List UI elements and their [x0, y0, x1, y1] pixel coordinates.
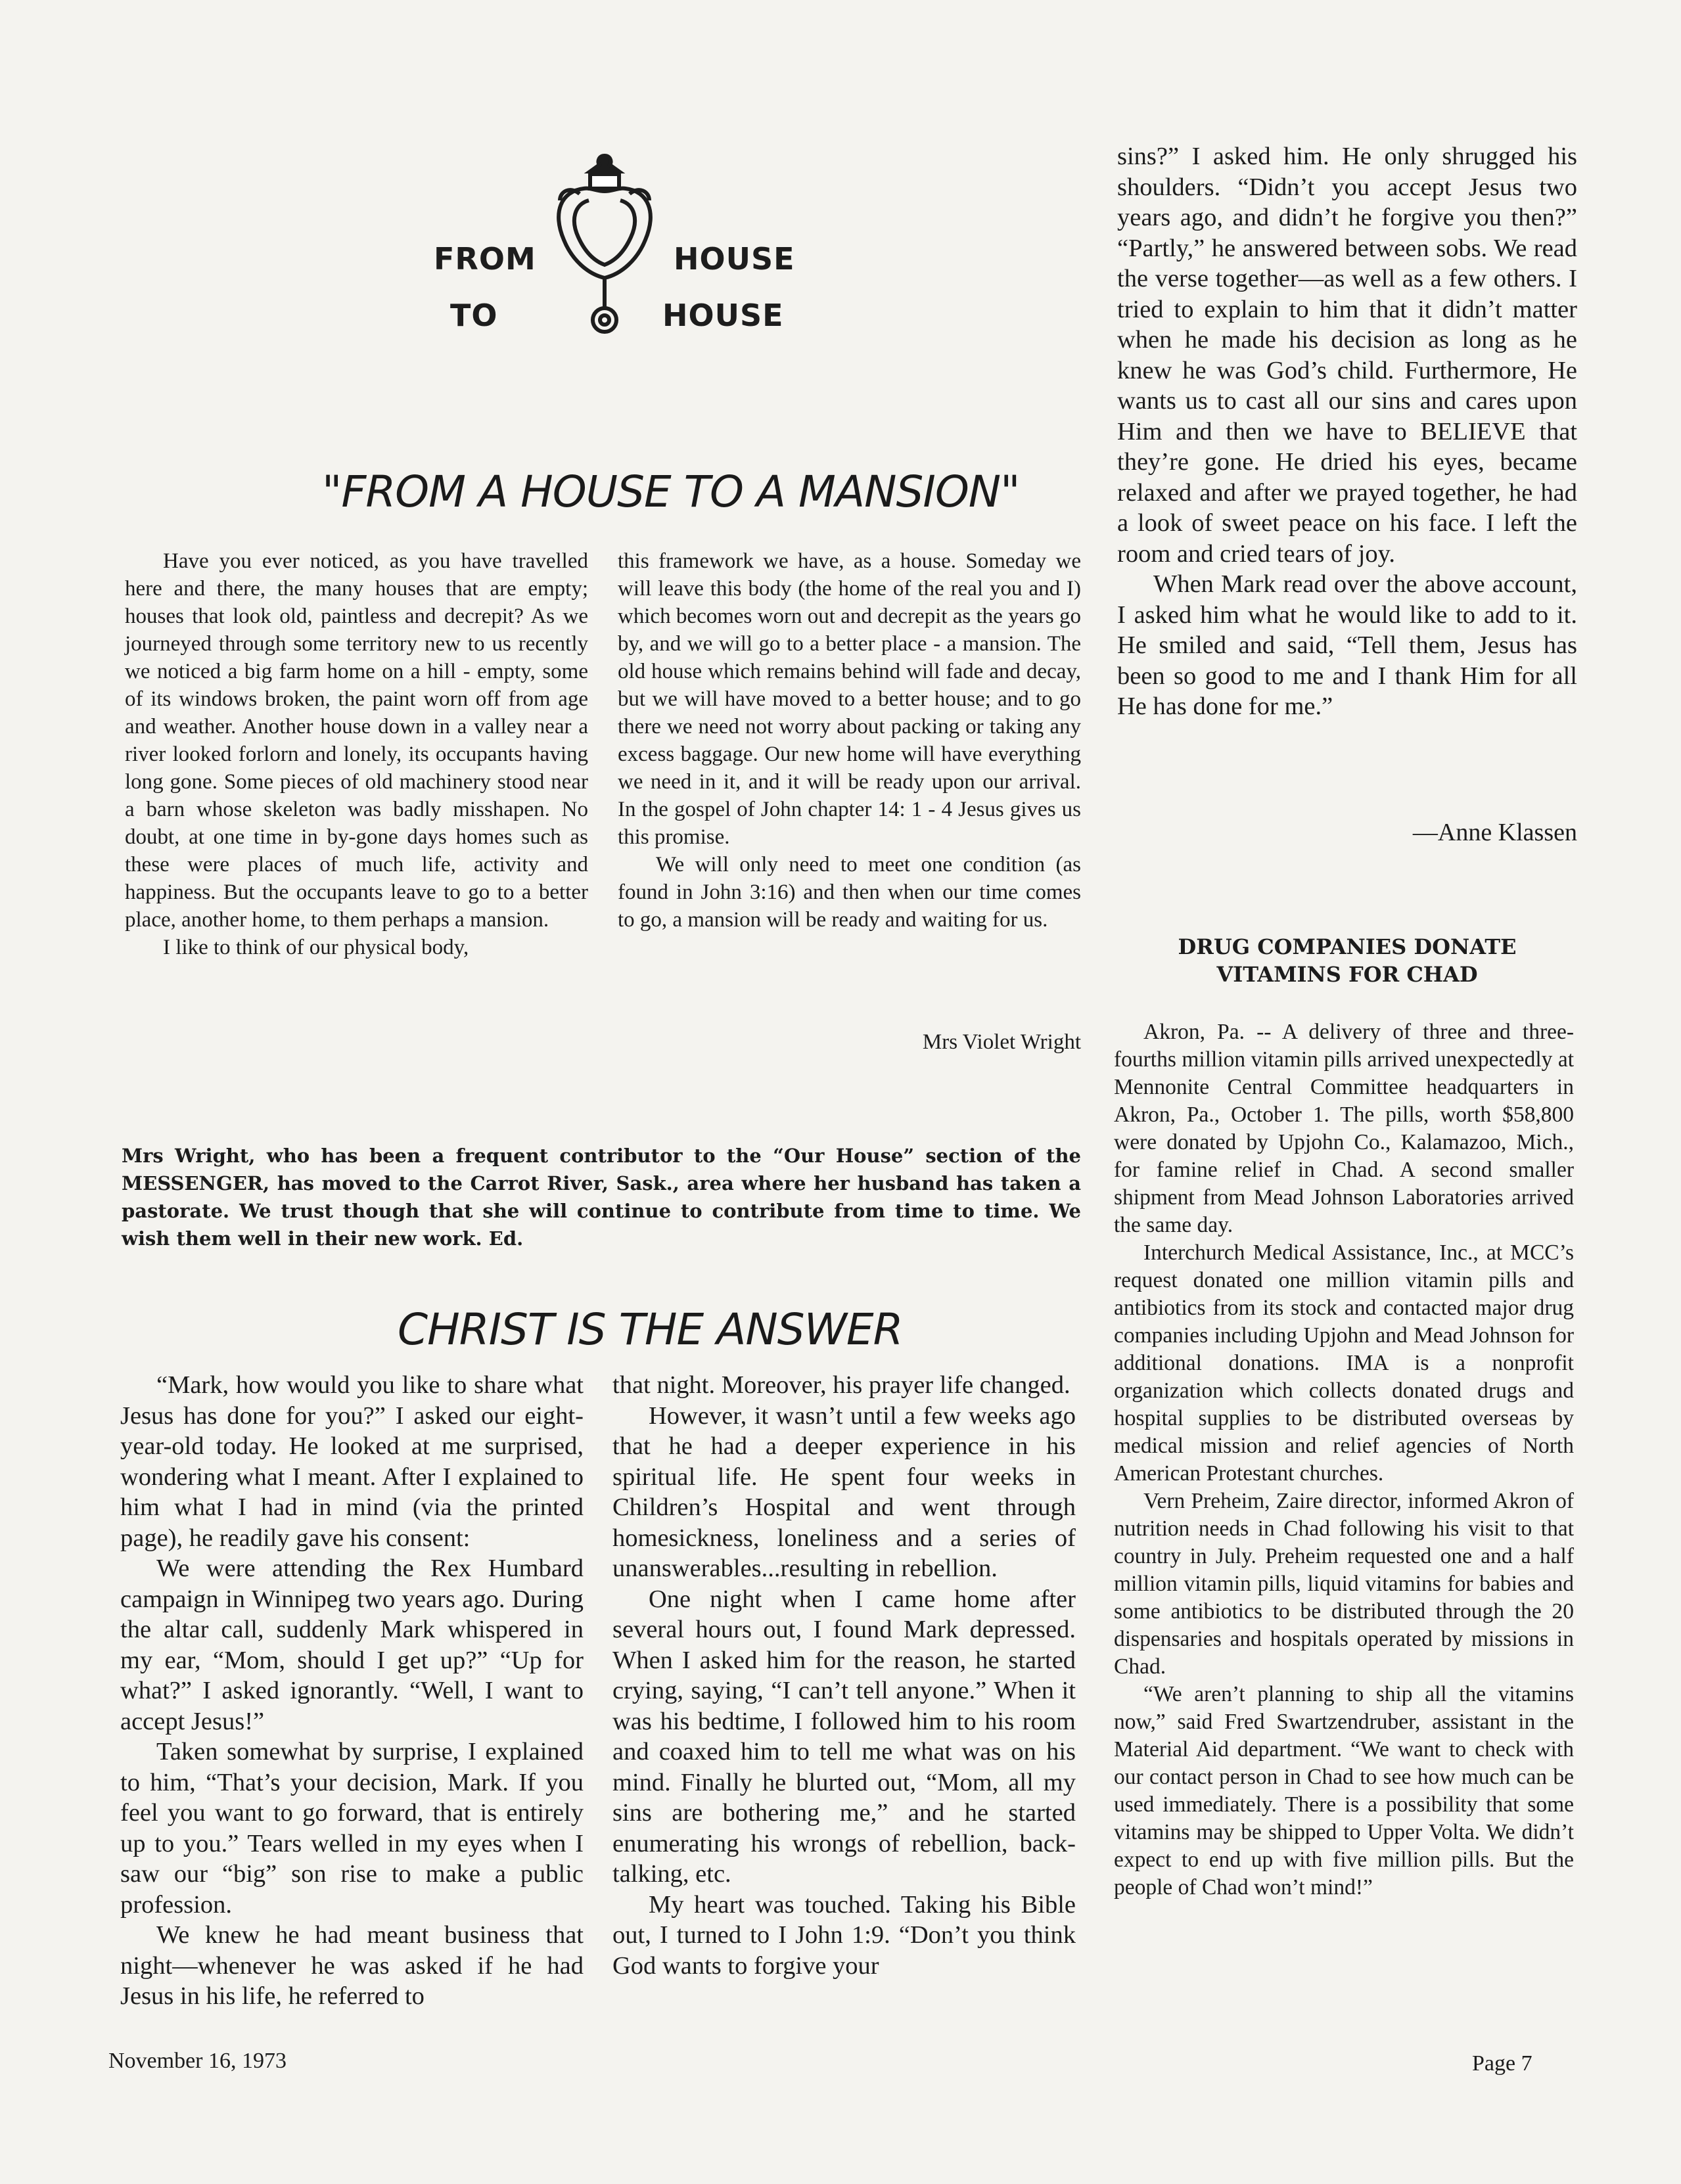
paragraph: Taken somewhat by surprise, I explained to him, “That’s your decision, Mark. If you feel you want to go forward, that is entirely up to you.” Tears welled in my eyes when I saw our “big” son rise to make a public profession. [120, 1738, 584, 1919]
paragraph: We were attending the Rex Humbard campaign in Winnipeg two years ago. During the altar call, suddenly Mark whispered in my ear, “Mom, should I get up?” “Up for what?” I asked ignorantly. “Well, I want to accept Jesus!” [120, 1555, 584, 1735]
editor-note: Mrs Wright, who has been a frequent contributor to the “Our House” section of the MESSENGER, has moved to the Carrot River, Sask., area where her husband has taken a pastorate. We trust though that she will continue to contribute from time to time. We wish them well in their new work. Ed. [122, 1145, 1081, 1250]
article2-column-1 [120, 1370, 584, 2012]
paragraph: I like to think of our physical body, [163, 936, 469, 959]
paragraph: Vern Preheim, Zaire director, informed Akron of nutrition needs in Chad following his visit to that country in July. Preheim requested one and a half million vitamin pills, liquid vitamins for babies and some antibiotics to be distributed through the 20 dispensaries and hospitals operated by missions in Chad. [1114, 1489, 1574, 1679]
footer-date: November 16, 1973 [108, 2049, 287, 2073]
article2-column-3 [1117, 141, 1577, 722]
door-knocker-icon [545, 148, 664, 384]
article3-headline [1117, 933, 1577, 988]
footer-page-number: Page 7 [1472, 2051, 1532, 2076]
from-our-house-logo [368, 148, 828, 384]
article3-body [1114, 1018, 1574, 1901]
logo-word-house-1: HOUSE [674, 241, 795, 277]
article2-column-2 [612, 1370, 1076, 1981]
article-title-house-to-mansion: "FROM A HOUSE TO A MANSION" [322, 466, 1020, 517]
paragraph: My heart was touched. Taking his Bible out, I turned to I John 1:9. “Don’t you think God wants to forgive your [612, 1890, 1076, 1980]
signature-violet-wright: Mrs Violet Wright [922, 1030, 1081, 1054]
paragraph: that night. Moreover, his prayer life changed. [612, 1371, 1071, 1399]
paragraph: “Mark, how would you like to share what Jesus has done for you?” I asked our eight-year-old today. He looked at me surprised, wondering what I meant. After I explained to him what I had in mind (via the printed page), he readily gave his consent: [120, 1371, 584, 1552]
paragraph: We knew he had meant business that night—whenever he was asked if he had Jesus in his life, he referred to [120, 1921, 584, 2010]
paragraph: Akron, Pa. -- A delivery of three and three-fourths million vitamin pills arrived unexpectedly at Mennonite Central Committee headquarters in Akron, Pa., October 1. The pills, worth $58,800 were donated by Upjohn Co., Kalamazoo, Mich., for famine relief in Chad. A second smaller shipment from Mead Johnson Laboratories arrived the same day. [1114, 1020, 1574, 1237]
logo-word-to: TO [450, 298, 498, 333]
article1-column-2 [618, 547, 1081, 934]
paragraph: “We aren’t planning to ship all the vitamins now,” said Fred Swartzendruber, assistant in the Material Aid department. “We want to check with our contact person in Chad to see how much can be used immediately. There is a possibility that some vitamins may be shipped to Upper Volta. We didn’t expect to end up with five million pills. But the people of Chad won’t mind!” [1114, 1682, 1574, 1900]
headline-line-2: VITAMINS FOR CHAD [1216, 962, 1478, 987]
paragraph: sins?” I asked him. He only shrugged his shoulders. “Didn’t you accept Jesus two years ago, and didn’t he forgive you then?” “Partly,” he answered between sobs. We read the verse together—as well as a few others. I tried to explain to him that it didn’t matter when he made his decision as long as he knew he was God’s child. Furthermore, He wants us to cast all our sins and cares upon Him and then we have to BELIEVE that they’re gone. He dried his eyes, became relaxed and after we prayed together, he had a look of sweet peace on his face. I left the room and cried tears of joy. [1117, 143, 1577, 568]
paragraph: Interchurch Medical Assistance, Inc., at MCC’s request donated one million vitamin pills and antibiotics from its stock and contacted major drug companies including Upjohn and Mead Johnson for additional donations. IMA is a nonprofit organization which collects donated drugs and hospital supplies to be distributed overseas by medical mission and relief agencies of North American Protestant churches. [1114, 1240, 1574, 1486]
paragraph: One night when I came home after several hours out, I found Mark depressed. When I asked him for the reason, he started crying, saying, “I can’t tell anyone.” When it was his bedtime, I followed him to his room and coaxed him to tell me what was on his mind. Finally he blurted out, “Mom, all my sins are bothering me,” and he started enumerating his wrongs of rebellion, back-talking, etc. [612, 1585, 1076, 1888]
article-title-christ-is-the-answer: CHRIST IS THE ANSWER [398, 1304, 903, 1355]
paragraph: We will only need to meet one condition (as found in John 3:16) and then when our time comes to go, a mansion will be ready and waiting for us. [618, 853, 1081, 932]
logo-word-from: FROM [434, 241, 536, 277]
paragraph: When Mark read over the above account, I asked him what he would like to add to it. He smiled and said, “Tell them, Jesus has been so good to me and I thank Him for all He has done for me.” [1117, 570, 1577, 720]
logo-word-house-2: HOUSE [662, 298, 784, 333]
paragraph: However, it wasn’t until a few weeks ago that he had a deeper experience in his spiritual life. He spent four weeks in Children’s Hospital and went through homesickness, loneliness and a series of unanswerables...resulting in rebellion. [612, 1401, 1076, 1582]
article1-column-1 [125, 547, 588, 961]
headline-line-1: DRUG COMPANIES DONATE [1178, 934, 1517, 959]
paragraph: this framework we have, as a house. Someday we will leave this body (the home of the real you and I) which becomes worn out and decrepit as the years go by, and we will go to a better place - a mansion. The old house which remains behind will fade and decay, but we will have moved to a better house; and to go there we need not worry about packing or taking any excess baggage. Our new home will have everything we need in it, and it will be ready upon our arrival. In the gospel of John chapter 14: 1 - 4 Jesus gives us this promise. [618, 549, 1081, 849]
signature-anne-klassen: —Anne Klassen [1412, 819, 1577, 846]
paragraph: Have you ever noticed, as you have travelled here and there, the many houses that are empty; houses that look old, paintless and decrepit? As we journeyed through some territory new to us recently we noticed a big farm home on a hill - empty, some of its windows broken, the paint worn off from age and weather. Another house down in a valley near a river looked forlorn and lonely, its occupants having long gone. Some pieces of old machinery stood near a barn whose skeleton was badly misshapen. No doubt, at one time in by-gone days homes such as these were places of much life, activity and happiness. But the occupants leave to go to a better place, another home, to them perhaps a mansion. [125, 549, 588, 932]
